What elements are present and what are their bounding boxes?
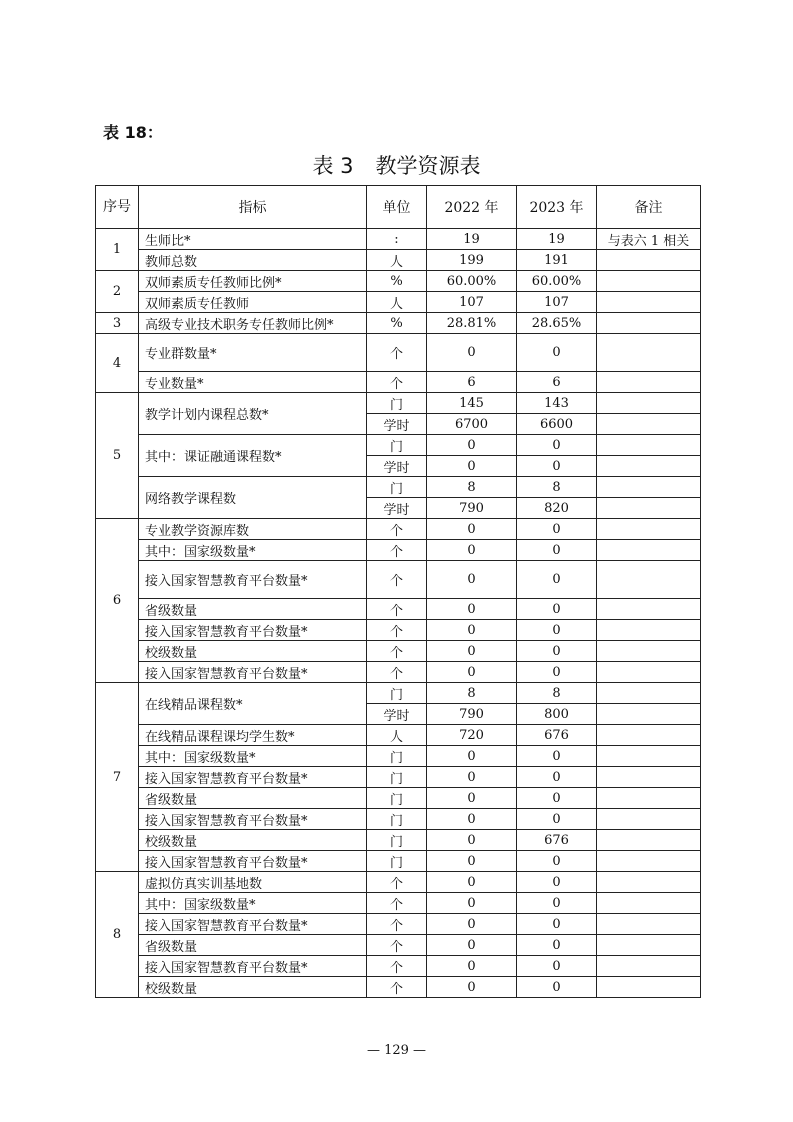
table-title-number: 表 3 — [312, 154, 354, 178]
table-row — [96, 292, 701, 313]
indicator-cell: 教师总数 — [139, 250, 367, 271]
table-row — [96, 767, 701, 788]
note-cell — [597, 271, 701, 292]
indicator-cell: 接入国家智慧教育平台数量* — [139, 809, 367, 830]
note-cell — [597, 250, 701, 271]
value-2023-cell: 60.00% — [517, 271, 597, 292]
indicator-cell: 其中：课证融通课程数* — [139, 435, 367, 477]
table-row — [96, 561, 701, 599]
unit-cell: : — [367, 229, 427, 250]
note-cell — [597, 662, 701, 683]
value-2023-cell: 6 — [517, 372, 597, 393]
indicator-cell: 虚拟仿真实训基地数 — [139, 872, 367, 893]
note-cell — [597, 620, 701, 641]
unit-cell: 门 — [367, 767, 427, 788]
indicator-cell: 其中：国家级数量* — [139, 893, 367, 914]
value-2022-cell: 0 — [427, 620, 517, 641]
value-2023-cell: 19 — [517, 229, 597, 250]
unit-cell: 个 — [367, 662, 427, 683]
table-row — [96, 540, 701, 561]
note-cell — [597, 935, 701, 956]
value-2023-cell: 191 — [517, 250, 597, 271]
table-row — [96, 830, 701, 851]
table-row — [96, 393, 701, 414]
table-row — [96, 313, 701, 334]
value-2022-cell: 0 — [427, 641, 517, 662]
table-title — [0, 150, 793, 180]
value-2023-cell: 0 — [517, 519, 597, 540]
table-row — [96, 935, 701, 956]
note-cell — [597, 893, 701, 914]
indicator-cell: 接入国家智慧教育平台数量* — [139, 851, 367, 872]
unit-cell: 学时 — [367, 414, 427, 435]
value-2023-cell: 28.65% — [517, 313, 597, 334]
table-row — [96, 271, 701, 292]
page-number: — 129 — — [366, 1043, 427, 1058]
note-cell — [597, 914, 701, 935]
unit-cell: 门 — [367, 683, 427, 704]
indicator-cell: 接入国家智慧教育平台数量* — [139, 914, 367, 935]
indicator-cell: 网络教学课程数 — [139, 477, 367, 519]
value-2023-cell: 0 — [517, 956, 597, 977]
value-2023-cell: 8 — [517, 477, 597, 498]
unit-cell: 个 — [367, 641, 427, 662]
table-row — [96, 746, 701, 767]
header-note: 备注 — [597, 186, 701, 229]
indicator-cell: 专业群数量* — [139, 334, 367, 372]
value-2022-cell: 0 — [427, 914, 517, 935]
indicator-cell: 校级数量 — [139, 977, 367, 998]
seq-cell: 8 — [96, 872, 139, 998]
header-2022: 2022 年 — [427, 186, 517, 229]
table-row — [96, 229, 701, 250]
note-cell — [597, 292, 701, 313]
note-cell — [597, 393, 701, 414]
value-2023-cell: 0 — [517, 809, 597, 830]
unit-cell: % — [367, 271, 427, 292]
value-2023-cell: 0 — [517, 872, 597, 893]
note-cell — [597, 956, 701, 977]
value-2022-cell: 0 — [427, 956, 517, 977]
value-2022-cell: 28.81% — [427, 313, 517, 334]
unit-cell: 个 — [367, 893, 427, 914]
table-row — [96, 620, 701, 641]
value-2023-cell: 0 — [517, 767, 597, 788]
table-row — [96, 519, 701, 540]
unit-cell: 学时 — [367, 704, 427, 725]
table-row — [96, 435, 701, 456]
header-unit: 单位 — [367, 186, 427, 229]
teaching-resources-table — [95, 185, 701, 998]
unit-cell: 人 — [367, 292, 427, 313]
indicator-cell: 省级数量 — [139, 935, 367, 956]
indicator-cell: 接入国家智慧教育平台数量* — [139, 767, 367, 788]
value-2023-cell: 0 — [517, 641, 597, 662]
table-row — [96, 372, 701, 393]
table-row — [96, 662, 701, 683]
value-2023-cell: 6600 — [517, 414, 597, 435]
indicator-cell: 其中：国家级数量* — [139, 540, 367, 561]
value-2023-cell: 143 — [517, 393, 597, 414]
unit-cell: 门 — [367, 788, 427, 809]
unit-cell: 个 — [367, 956, 427, 977]
unit-cell: 个 — [367, 620, 427, 641]
value-2023-cell: 0 — [517, 893, 597, 914]
note-cell — [597, 519, 701, 540]
note-cell — [597, 725, 701, 746]
value-2022-cell: 0 — [427, 519, 517, 540]
value-2023-cell: 0 — [517, 977, 597, 998]
unit-cell: 个 — [367, 872, 427, 893]
table-number-label: 表 18： — [103, 123, 163, 142]
seq-cell: 1 — [96, 229, 139, 271]
value-2022-cell: 0 — [427, 767, 517, 788]
indicator-cell: 双师素质专任教师 — [139, 292, 367, 313]
unit-cell: 学时 — [367, 456, 427, 477]
value-2023-cell: 0 — [517, 561, 597, 599]
indicator-cell: 专业数量* — [139, 372, 367, 393]
table-row — [96, 477, 701, 498]
note-cell — [597, 851, 701, 872]
unit-cell: 个 — [367, 561, 427, 599]
value-2022-cell: 0 — [427, 977, 517, 998]
value-2023-cell: 0 — [517, 540, 597, 561]
table-row — [96, 851, 701, 872]
table-row — [96, 977, 701, 998]
seq-cell: 7 — [96, 683, 139, 872]
value-2023-cell: 8 — [517, 683, 597, 704]
note-cell — [597, 540, 701, 561]
note-cell — [597, 498, 701, 519]
value-2022-cell: 0 — [427, 599, 517, 620]
note-cell — [597, 414, 701, 435]
unit-cell: 门 — [367, 746, 427, 767]
value-2022-cell: 0 — [427, 456, 517, 477]
value-2023-cell: 676 — [517, 725, 597, 746]
value-2023-cell: 0 — [517, 788, 597, 809]
unit-cell: 人 — [367, 725, 427, 746]
table-row — [96, 599, 701, 620]
unit-cell: 个 — [367, 914, 427, 935]
table-row — [96, 334, 701, 372]
indicator-cell: 高级专业技术职务专任教师比例* — [139, 313, 367, 334]
unit-cell: 个 — [367, 599, 427, 620]
table-row — [96, 956, 701, 977]
seq-cell: 4 — [96, 334, 139, 393]
value-2022-cell: 6 — [427, 372, 517, 393]
header-2023: 2023 年 — [517, 186, 597, 229]
value-2022-cell: 0 — [427, 435, 517, 456]
indicator-cell: 校级数量 — [139, 830, 367, 851]
note-cell — [597, 830, 701, 851]
value-2022-cell: 8 — [427, 683, 517, 704]
note-cell — [597, 561, 701, 599]
indicator-cell: 生师比* — [139, 229, 367, 250]
value-2022-cell: 6700 — [427, 414, 517, 435]
value-2022-cell: 19 — [427, 229, 517, 250]
table-row — [96, 872, 701, 893]
note-cell: 与表六 1 相关 — [597, 229, 701, 250]
value-2023-cell: 0 — [517, 620, 597, 641]
value-2023-cell: 0 — [517, 914, 597, 935]
value-2022-cell: 0 — [427, 788, 517, 809]
header-seq: 序号 — [96, 186, 139, 229]
unit-cell: 门 — [367, 435, 427, 456]
value-2022-cell: 0 — [427, 662, 517, 683]
indicator-cell: 接入国家智慧教育平台数量* — [139, 620, 367, 641]
value-2022-cell: 0 — [427, 540, 517, 561]
value-2022-cell: 107 — [427, 292, 517, 313]
indicator-cell: 省级数量 — [139, 788, 367, 809]
note-cell — [597, 683, 701, 704]
indicator-cell: 在线精品课程课均学生数* — [139, 725, 367, 746]
value-2023-cell: 0 — [517, 662, 597, 683]
note-cell — [597, 435, 701, 456]
note-cell — [597, 599, 701, 620]
value-2022-cell: 720 — [427, 725, 517, 746]
value-2023-cell: 676 — [517, 830, 597, 851]
unit-cell: 个 — [367, 519, 427, 540]
unit-cell: 门 — [367, 809, 427, 830]
unit-cell: 个 — [367, 334, 427, 372]
note-cell — [597, 977, 701, 998]
value-2022-cell: 0 — [427, 893, 517, 914]
value-2022-cell: 8 — [427, 477, 517, 498]
table-row — [96, 809, 701, 830]
note-cell — [597, 767, 701, 788]
indicator-cell: 在线精品课程数* — [139, 683, 367, 725]
value-2023-cell: 0 — [517, 334, 597, 372]
unit-cell: 个 — [367, 540, 427, 561]
seq-cell: 6 — [96, 519, 139, 683]
unit-cell: 人 — [367, 250, 427, 271]
note-cell — [597, 641, 701, 662]
indicator-cell: 省级数量 — [139, 599, 367, 620]
table-title-text: 教学资源表 — [375, 154, 481, 178]
value-2022-cell: 0 — [427, 872, 517, 893]
value-2023-cell: 0 — [517, 935, 597, 956]
indicator-cell: 接入国家智慧教育平台数量* — [139, 662, 367, 683]
indicator-cell: 校级数量 — [139, 641, 367, 662]
value-2022-cell: 0 — [427, 746, 517, 767]
header-indicator: 指标 — [139, 186, 367, 229]
seq-cell: 2 — [96, 271, 139, 313]
note-cell — [597, 872, 701, 893]
note-cell — [597, 746, 701, 767]
value-2023-cell: 107 — [517, 292, 597, 313]
note-cell — [597, 313, 701, 334]
value-2023-cell: 0 — [517, 435, 597, 456]
indicator-cell: 其中：国家级数量* — [139, 746, 367, 767]
value-2022-cell: 0 — [427, 851, 517, 872]
unit-cell: 个 — [367, 935, 427, 956]
unit-cell: 门 — [367, 393, 427, 414]
value-2022-cell: 199 — [427, 250, 517, 271]
value-2022-cell: 60.00% — [427, 271, 517, 292]
unit-cell: 个 — [367, 977, 427, 998]
unit-cell: 学时 — [367, 498, 427, 519]
table-row — [96, 250, 701, 271]
table-row — [96, 788, 701, 809]
unit-cell: 个 — [367, 372, 427, 393]
note-cell — [597, 372, 701, 393]
table-row — [96, 683, 701, 704]
table-row — [96, 725, 701, 746]
value-2022-cell: 0 — [427, 935, 517, 956]
note-cell — [597, 809, 701, 830]
unit-cell: % — [367, 313, 427, 334]
value-2023-cell: 0 — [517, 746, 597, 767]
seq-cell: 5 — [96, 393, 139, 519]
value-2023-cell: 800 — [517, 704, 597, 725]
table-row — [96, 641, 701, 662]
table-row — [96, 893, 701, 914]
table-row — [96, 914, 701, 935]
value-2023-cell: 820 — [517, 498, 597, 519]
value-2023-cell: 0 — [517, 599, 597, 620]
note-cell — [597, 456, 701, 477]
indicator-cell: 专业教学资源库数 — [139, 519, 367, 540]
table-header-row — [96, 186, 701, 229]
value-2022-cell: 0 — [427, 830, 517, 851]
unit-cell: 门 — [367, 477, 427, 498]
value-2022-cell: 145 — [427, 393, 517, 414]
value-2022-cell: 0 — [427, 561, 517, 599]
indicator-cell: 双师素质专任教师比例* — [139, 271, 367, 292]
note-cell — [597, 334, 701, 372]
value-2022-cell: 790 — [427, 498, 517, 519]
value-2022-cell: 790 — [427, 704, 517, 725]
value-2023-cell: 0 — [517, 456, 597, 477]
indicator-cell: 教学计划内课程总数* — [139, 393, 367, 435]
note-cell — [597, 477, 701, 498]
value-2023-cell: 0 — [517, 851, 597, 872]
seq-cell: 3 — [96, 313, 139, 334]
note-cell — [597, 704, 701, 725]
indicator-cell: 接入国家智慧教育平台数量* — [139, 561, 367, 599]
unit-cell: 门 — [367, 851, 427, 872]
value-2022-cell: 0 — [427, 334, 517, 372]
unit-cell: 门 — [367, 830, 427, 851]
value-2022-cell: 0 — [427, 809, 517, 830]
note-cell — [597, 788, 701, 809]
indicator-cell: 接入国家智慧教育平台数量* — [139, 956, 367, 977]
